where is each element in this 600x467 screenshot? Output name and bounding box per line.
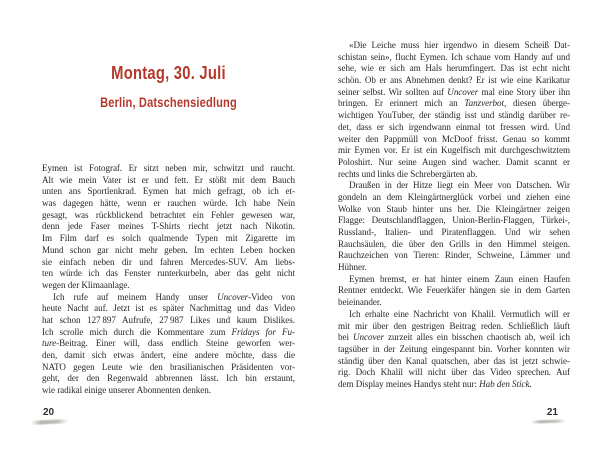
- text-line: sie einfach neben dir und fahren Mercedes-SUV. Am liebs-: [42, 256, 295, 267]
- italic-text: Uncover: [217, 291, 249, 302]
- text-line: beieinander.: [338, 297, 382, 308]
- text-line: weiter den Pappmüll von McDoof frisst. Genau so kommt: [338, 133, 570, 144]
- text-line: ständig über den Kanal quatschen, aber das ist jetzt schwie-: [338, 355, 570, 366]
- text-line: wegen der Klimaanlage.: [42, 279, 130, 290]
- text-line: mir Eymen vor. Er ist ein Kugelfisch mit durchgeschwitztem: [338, 145, 570, 156]
- italic-text: Fridays for Fu-: [231, 326, 295, 337]
- italic-text: Tanzverbot: [464, 98, 505, 109]
- text-line: Im Film darf es solch qualmende Typen mit Zigarette im: [42, 233, 295, 244]
- text-line: unten ans Sportlenkrad. Eymen hat mich gefragt, ob ich et-: [42, 186, 295, 197]
- text-line: denn jede Faser meines T-Shirts riecht jetzt nach Nikotin.: [42, 221, 295, 232]
- text-line: NATO gegen Leute wie den brasilianischen Präsidenten vor-: [42, 361, 295, 372]
- text-line: Russland-, Italien- und Piratenflaggen. Und wir sehen: [338, 227, 570, 237]
- left-page-body-text: [42, 163, 295, 397]
- text-line: wichtigen YouTuber, der ständig isst und ständig darüber re-: [338, 110, 570, 121]
- text-line: Wolke von Staub hinter uns her. Die Kleingärtner zeigen: [338, 203, 570, 214]
- text-line: Rentner entdeckt. Wie Feuerkäfer hängen sie in dem Garten: [338, 285, 570, 296]
- italic-text: ture: [42, 338, 57, 349]
- paragraph: [42, 292, 295, 397]
- text-line: Ich rufe auf meinem Handy unser Uncover-Video von: [53, 291, 295, 302]
- text-line: den, damit sich etwas ändert, eine andere möchte, dass die: [42, 350, 295, 360]
- text-line: bei Uncover zurzeit alles ein bisschen chaotisch ab, weil ich: [338, 332, 570, 343]
- text-line: gesagt, was rückblickend betrachtet ein Fehler gewesen war,: [42, 209, 295, 220]
- paragraph: [338, 274, 570, 309]
- text-line: Ich erhalte eine Nachricht von Khalil. Vermutlich will er: [349, 308, 570, 319]
- text-line: Rauchsäulen, die über den Grills in den Himmel steigen.: [338, 238, 570, 249]
- text-line: schistan sein», flucht Eymen. Ich schaue vom Handy auf und: [338, 51, 570, 62]
- text-line: seiner selbst. Wir sollten auf Uncover mal eine Story über ihn: [338, 86, 570, 97]
- text-line: bringen. Er erinnert mich an Tanzverbot, diesen überge-: [338, 98, 570, 109]
- text-line: Draußen in der Hitze liegt ein Meer von Datschen. Wir: [349, 180, 570, 191]
- text-line: Eymen bremst, er hat hinter einem Zaun einen Haufen: [349, 273, 570, 284]
- text-line: Poloshirt. Nur seine Augen sind wacher. Damit scannt er: [338, 156, 570, 167]
- left-page: [42, 0, 295, 467]
- text-line: rechts und links die Schrebergärten ab.: [338, 168, 478, 179]
- paragraph: [42, 163, 295, 292]
- page-number-left: 20: [43, 407, 55, 418]
- page-number-right: 21: [546, 407, 558, 418]
- text-line: was dagegen hätte, wenn er rauchen würde. Ich habe Nein: [42, 198, 295, 209]
- text-line: mit mir über den gestrigen Beitrag reden. Schließlich läuft: [338, 320, 570, 331]
- text-line: hat schon 127 897 Aufrufe, 27 987 Likes und kaum Dislikes.: [42, 314, 295, 325]
- text-line: ture-Beitrag. Einer will, dass endlich Steine geworfen wer-: [42, 338, 295, 349]
- text-line: Hühner.: [338, 262, 367, 273]
- text-line: gondeln an dem Kleingärtnerglück vorbei und ziehen eine: [338, 191, 570, 202]
- text-line: wie radikal einige unserer Abonnenten denken.: [42, 385, 211, 396]
- right-page-body-text: [338, 40, 570, 391]
- text-line: Mund schon gar nicht mehr geben. Im echten Leben hocken: [42, 244, 295, 255]
- chapter-subheading: Berlin, Datschensiedlung: [100, 95, 237, 110]
- text-line: Ich scrolle mich durch die Kommentare zum Fridays for Fu-: [42, 326, 295, 337]
- text-line: ten würde ich das Fenster runterkurbeln, aber das geht nicht: [42, 268, 295, 279]
- paragraph: [338, 40, 570, 180]
- italic-text: Uncover: [447, 86, 479, 97]
- text-line: schön. Ob er ans Abnehmen denkt? Er ist wie eine Karikatur: [338, 75, 570, 86]
- text-line: Rauchzeichen von Tieren: Rinder, Schweine, Lämmer und: [338, 250, 570, 261]
- paragraph: [338, 180, 570, 274]
- paragraph: [338, 309, 570, 391]
- right-page: [338, 0, 570, 467]
- text-line: Flagge: Deutschlandflaggen, Union-Berlin-Flaggen, Türkei-,: [338, 215, 570, 226]
- text-line: geht, der den Regenwald abbrennen lässt. Ich bin erstaunt,: [42, 373, 295, 384]
- text-line: rig. Doch Khalil will nicht über das Video sprechen. Auf: [338, 367, 570, 378]
- text-line: dem Display meines Handys steht nur: Hab den Stick.: [338, 378, 532, 389]
- text-line: Eymen ist Fotograf. Er sitzt neben mir, schwitzt und raucht.: [42, 163, 295, 173]
- text-line: tagsüber in der Zeitung eingespannt bin. Vorher konnten wir: [338, 343, 570, 354]
- text-line: det, dass er sich irgendwann einmal tot fressen wird. Und: [338, 121, 570, 132]
- text-line: heute Nacht auf. Jetzt ist es später Nachmittag und das Video: [42, 303, 295, 314]
- italic-text: Hab den Stick.: [479, 378, 532, 389]
- italic-text: Uncover: [353, 332, 384, 343]
- text-line: sehe, wie er sich am Hals herumfingert. Das ist echt nicht: [338, 63, 570, 74]
- text-line: Alt wie mein Vater ist er und fett. Er stößt mit dem Bauch: [42, 174, 295, 185]
- text-line: «Die Leiche muss hier irgendwo in diesem Scheiß Dat-: [349, 40, 570, 50]
- chapter-heading: Montag, 30. Juli: [111, 63, 226, 83]
